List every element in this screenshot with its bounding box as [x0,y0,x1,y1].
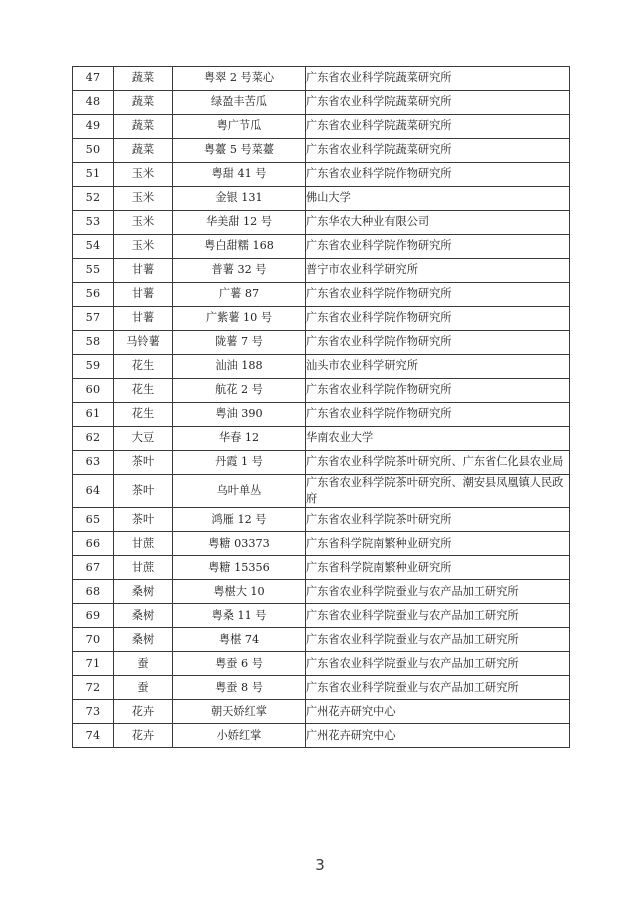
cell-institution: 广东省农业科学院作物研究所 [306,331,570,355]
cell-serial-number: 67 [73,556,114,580]
cell-serial-number: 53 [73,211,114,235]
cell-category: 蔬菜 [114,91,173,115]
cell-category: 玉米 [114,187,173,211]
cell-category: 甘薯 [114,283,173,307]
cell-variety-name: 粤薹 5 号菜薹 [173,139,306,163]
cell-serial-number: 51 [73,163,114,187]
cell-variety-name: 粤椹大 10 [173,580,306,604]
cell-variety-name: 粤蚕 6 号 [173,652,306,676]
cell-category: 马铃薯 [114,331,173,355]
variety-table-body [73,67,570,748]
cell-variety-name: 金银 131 [173,187,306,211]
cell-variety-name: 广薯 87 [173,283,306,307]
cell-serial-number: 54 [73,235,114,259]
cell-category: 甘薯 [114,259,173,283]
cell-serial-number: 50 [73,139,114,163]
cell-serial-number: 65 [73,508,114,532]
table-row [73,307,570,331]
table-row [73,604,570,628]
table-row [73,115,570,139]
table-row [73,628,570,652]
cell-institution: 广东省农业科学院茶叶研究所、广东省仁化县农业局 [306,451,570,475]
cell-category: 蔬菜 [114,67,173,91]
cell-institution: 广东省农业科学院茶叶研究所、潮安县凤凰镇人民政府 [306,475,570,508]
cell-serial-number: 63 [73,451,114,475]
table-row [73,700,570,724]
cell-serial-number: 57 [73,307,114,331]
cell-institution: 广东省农业科学院作物研究所 [306,163,570,187]
cell-institution: 广东省农业科学院蔬菜研究所 [306,115,570,139]
cell-variety-name: 粤桑 11 号 [173,604,306,628]
variety-table [72,66,570,748]
cell-category: 蔬菜 [114,139,173,163]
cell-institution: 广东省科学院南繁种业研究所 [306,556,570,580]
table-row [73,652,570,676]
page-number: 3 [315,856,325,874]
cell-serial-number: 66 [73,532,114,556]
variety-table-container [72,66,569,748]
cell-institution: 广东省农业科学院作物研究所 [306,235,570,259]
cell-institution: 广东省农业科学院蚕业与农产品加工研究所 [306,580,570,604]
cell-category: 甘蔗 [114,556,173,580]
cell-variety-name: 陇薯 7 号 [173,331,306,355]
cell-institution: 广东省农业科学院蚕业与农产品加工研究所 [306,604,570,628]
cell-institution: 广州花卉研究中心 [306,724,570,748]
table-row [73,379,570,403]
cell-variety-name: 粤甜 41 号 [173,163,306,187]
table-row [73,187,570,211]
cell-category: 花生 [114,403,173,427]
cell-variety-name: 丹霞 1 号 [173,451,306,475]
cell-serial-number: 71 [73,652,114,676]
cell-serial-number: 49 [73,115,114,139]
cell-category: 甘蔗 [114,532,173,556]
table-row [73,556,570,580]
cell-institution: 广东省农业科学院作物研究所 [306,379,570,403]
cell-institution: 广东省农业科学院作物研究所 [306,403,570,427]
cell-category: 大豆 [114,427,173,451]
cell-category: 茶叶 [114,451,173,475]
cell-institution: 广东省科学院南繁种业研究所 [306,532,570,556]
table-row [73,724,570,748]
cell-serial-number: 55 [73,259,114,283]
cell-institution: 广东省农业科学院蔬菜研究所 [306,67,570,91]
cell-category: 蔬菜 [114,115,173,139]
cell-variety-name: 朝天娇红掌 [173,700,306,724]
cell-serial-number: 58 [73,331,114,355]
cell-institution: 广东华农大种业有限公司 [306,211,570,235]
cell-category: 玉米 [114,211,173,235]
table-row [73,508,570,532]
cell-category: 桑树 [114,580,173,604]
cell-institution: 汕头市农业科学研究所 [306,355,570,379]
table-row [73,676,570,700]
cell-variety-name: 鸿雁 12 号 [173,508,306,532]
cell-serial-number: 70 [73,628,114,652]
cell-category: 桑树 [114,604,173,628]
cell-variety-name: 汕油 188 [173,355,306,379]
cell-institution: 广东省农业科学院蔬菜研究所 [306,91,570,115]
cell-institution: 广东省农业科学院作物研究所 [306,283,570,307]
cell-serial-number: 52 [73,187,114,211]
table-row [73,259,570,283]
cell-category: 蚕 [114,652,173,676]
cell-institution: 佛山大学 [306,187,570,211]
cell-variety-name: 粤翠 2 号菜心 [173,67,306,91]
cell-variety-name: 华春 12 [173,427,306,451]
cell-institution: 广东省农业科学院作物研究所 [306,307,570,331]
cell-variety-name: 粤糖 03373 [173,532,306,556]
table-row [73,355,570,379]
cell-category: 茶叶 [114,475,173,508]
cell-variety-name: 小娇红掌 [173,724,306,748]
cell-serial-number: 60 [73,379,114,403]
table-row [73,427,570,451]
cell-category: 桑树 [114,628,173,652]
cell-institution: 广东省农业科学院蚕业与农产品加工研究所 [306,628,570,652]
cell-category: 花卉 [114,724,173,748]
table-row [73,211,570,235]
cell-serial-number: 47 [73,67,114,91]
cell-variety-name: 广紫薯 10 号 [173,307,306,331]
cell-institution: 广州花卉研究中心 [306,700,570,724]
table-row [73,139,570,163]
table-row [73,580,570,604]
cell-serial-number: 48 [73,91,114,115]
table-row [73,283,570,307]
table-row [73,331,570,355]
cell-category: 花卉 [114,700,173,724]
cell-category: 玉米 [114,163,173,187]
cell-variety-name: 华美甜 12 号 [173,211,306,235]
table-row [73,403,570,427]
cell-category: 花生 [114,355,173,379]
cell-variety-name: 航花 2 号 [173,379,306,403]
cell-variety-name: 粤蚕 8 号 [173,676,306,700]
cell-category: 茶叶 [114,508,173,532]
cell-serial-number: 62 [73,427,114,451]
cell-category: 玉米 [114,235,173,259]
cell-serial-number: 74 [73,724,114,748]
cell-serial-number: 68 [73,580,114,604]
cell-serial-number: 64 [73,475,114,508]
table-row [73,235,570,259]
cell-variety-name: 粤油 390 [173,403,306,427]
cell-institution: 普宁市农业科学研究所 [306,259,570,283]
cell-variety-name: 普薯 32 号 [173,259,306,283]
cell-category: 蚕 [114,676,173,700]
cell-serial-number: 73 [73,700,114,724]
cell-serial-number: 72 [73,676,114,700]
table-row [73,475,570,508]
cell-serial-number: 56 [73,283,114,307]
cell-variety-name: 乌叶单丛 [173,475,306,508]
cell-variety-name: 粤糖 15356 [173,556,306,580]
cell-institution: 广东省农业科学院蚕业与农产品加工研究所 [306,676,570,700]
table-row [73,532,570,556]
cell-category: 甘薯 [114,307,173,331]
table-row [73,163,570,187]
cell-institution: 广东省农业科学院茶叶研究所 [306,508,570,532]
cell-serial-number: 59 [73,355,114,379]
cell-variety-name: 粤白甜糯 168 [173,235,306,259]
table-row [73,67,570,91]
cell-institution: 广东省农业科学院蔬菜研究所 [306,139,570,163]
cell-serial-number: 69 [73,604,114,628]
table-row [73,91,570,115]
cell-institution: 广东省农业科学院蚕业与农产品加工研究所 [306,652,570,676]
cell-institution: 华南农业大学 [306,427,570,451]
table-row [73,451,570,475]
cell-serial-number: 61 [73,403,114,427]
cell-variety-name: 粤广节瓜 [173,115,306,139]
cell-variety-name: 绿盈丰苦瓜 [173,91,306,115]
cell-category: 花生 [114,379,173,403]
cell-variety-name: 粤椹 74 [173,628,306,652]
